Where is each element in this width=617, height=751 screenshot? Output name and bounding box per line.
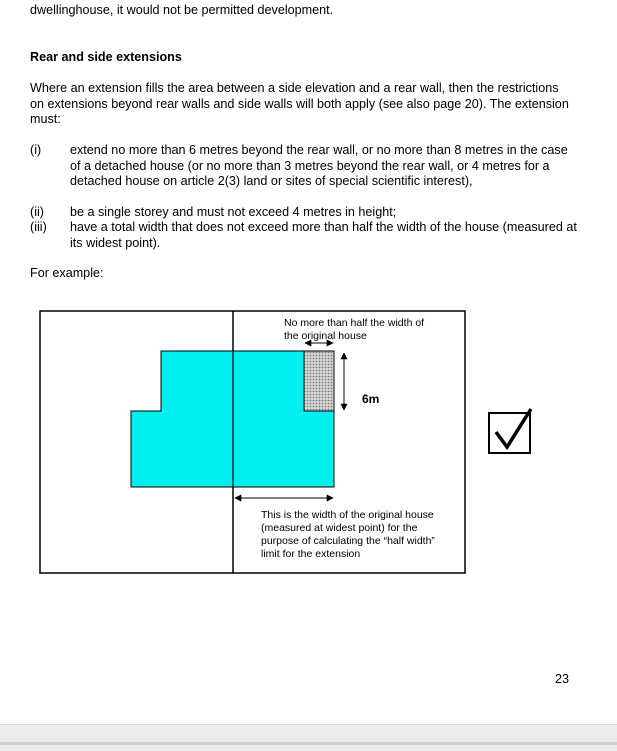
condition-number: (i) — [30, 143, 42, 157]
condition-number: (iii) — [30, 220, 47, 234]
scroll-track[interactable] — [0, 742, 617, 745]
bottom-note-line: purpose of calculating the “half width” — [261, 535, 435, 547]
header-fragment: dwellinghouse, it would not be permitted development. — [30, 3, 334, 17]
condition-number: (ii) — [30, 205, 44, 219]
section-title: Rear and side extensions — [30, 50, 182, 64]
condition-text: have a total width that does not exceed more than half the width of the house (measured at its widest point). — [70, 220, 577, 250]
condition-text: extend no more than 6 metres beyond the rear wall, or no more than 8 metres in the case of a detached house (or no more than 3 metres beyond the rear wall, or 4 metres for a detached house on article 2(3) land or sites of special scientific interest), — [70, 143, 568, 188]
top-note-line: the original house — [284, 330, 367, 342]
extension-area — [304, 351, 334, 411]
bottom-note-line: (measured at widest point) for the — [261, 522, 418, 534]
top-note-line: No more than half the width of — [284, 317, 425, 329]
condition-text: be a single storey and must not exceed 4 metres in height; — [70, 205, 397, 219]
page-number: 23 — [555, 672, 570, 686]
example-label: For example: — [30, 266, 104, 280]
intro-paragraph: Where an extension fills the area between a side elevation and a rear wall, then the restrictions on extensions beyond rear walls and side walls will both apply (see also page 20). The extension must: — [30, 81, 569, 126]
depth-label: 6m — [362, 392, 380, 406]
bottom-note-line: This is the width of the original house — [261, 509, 434, 521]
viewer-bottom-bar — [0, 724, 617, 751]
bottom-note-line: limit for the extension — [261, 548, 361, 560]
